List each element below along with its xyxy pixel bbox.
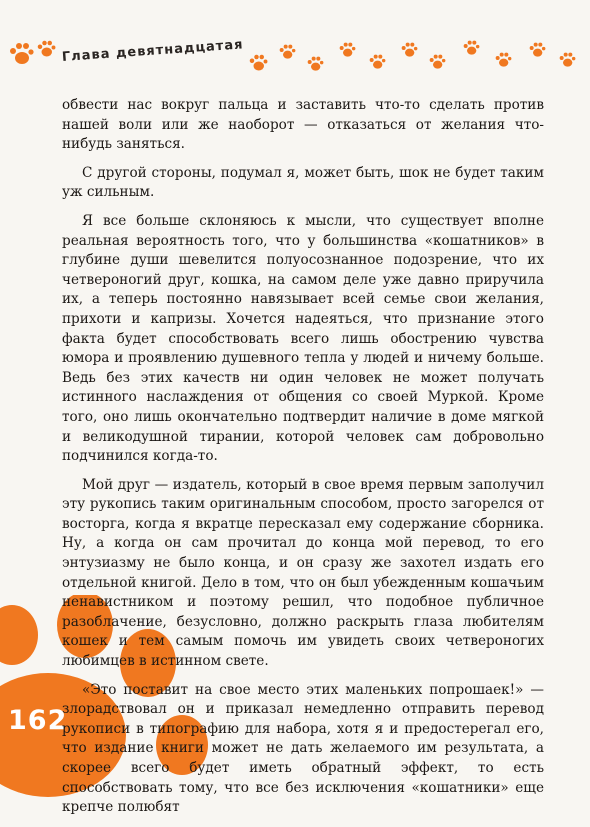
paragraph: С другой стороны, подумал я, может быть, шок не будет таким уж сильным. bbox=[62, 164, 544, 201]
paw-print-icon bbox=[8, 42, 34, 66]
paragraph: Мой друг — издатель, который в свое время первым заполучил эту рукопись таким оригинальным способом, просто загорелся от восторга, когда я вкратце пересказал ему содержание сборника. Ну, а когда он сам прочитал до конца мой перевод, то его энтузиазму не было конца, и он сразу же захотел издать его отдельной книгой. Дело в том, что он был убежденным кошачьим ненавистником и поэтому решил, что подобное публичное разоблачение, безусловно, должно раскрыть глаза любителям кошек и тем самым помочь им увидеть своих четвероногих любимцев в истинном свете. bbox=[62, 476, 544, 670]
paw-print-icon bbox=[278, 44, 296, 60]
paw-print-icon bbox=[462, 40, 480, 56]
body-text bbox=[62, 96, 544, 827]
chapter-title: Глава девятнадцатая bbox=[61, 37, 244, 65]
paragraph: Я все больше склоняюсь к мысли, что существует вполне реальная вероятность того, что у большинства «кошатников» в глубине души шевелится полуосознанное подозрение, что их четвероногий друг, кошка, на самом деле уже давно приручила их, а теперь постоянно навязывает всей семье свои желания, прихоти и капризы. Хочется надеяться, что признание этого факта будет способствовать всего лишь обострению чувства юмора и проявлению душевного тепла у людей и ничему больше. Ведь без этих качеств ни один человек не может получать истинного наслаждения от общения со своей Муркой. Кроме того, оно лишь окончательно подтвердит наличие в доме мягкой и великодушной тирании, которой человек сам добровольно подчинился когда-то. bbox=[62, 212, 544, 465]
paw-print-icon bbox=[428, 54, 446, 70]
paragraph: «Это поставит на свое место этих маленьких попрошаек!» — злорадствовал он и приказал немедленно отправить перевод рукописи в типографию для набора, хотя я и предостерегал его, что издание книги может не дать желаемого им результата, а скорее всего будет иметь обратный эффект, то есть способствовать тому, что все без исключения «кошатники» еще крепче полюбят bbox=[62, 681, 544, 816]
paw-print-icon bbox=[306, 56, 324, 72]
paw-print-icon bbox=[36, 40, 56, 58]
paw-print-icon bbox=[368, 54, 386, 70]
paw-print-icon bbox=[558, 52, 576, 68]
paw-print-icon bbox=[338, 42, 356, 58]
paw-print-icon bbox=[494, 52, 512, 68]
page-number: 162 bbox=[8, 705, 68, 736]
paw-print-icon bbox=[400, 42, 418, 58]
paw-print-icon bbox=[248, 54, 268, 72]
paw-print-icon bbox=[528, 42, 546, 58]
paragraph: обвести нас вокруг пальца и заставить что-то сделать против нашей воли или же наоборот — отказаться от желания что-нибудь заняться. bbox=[62, 97, 544, 153]
running-header bbox=[0, 36, 590, 86]
